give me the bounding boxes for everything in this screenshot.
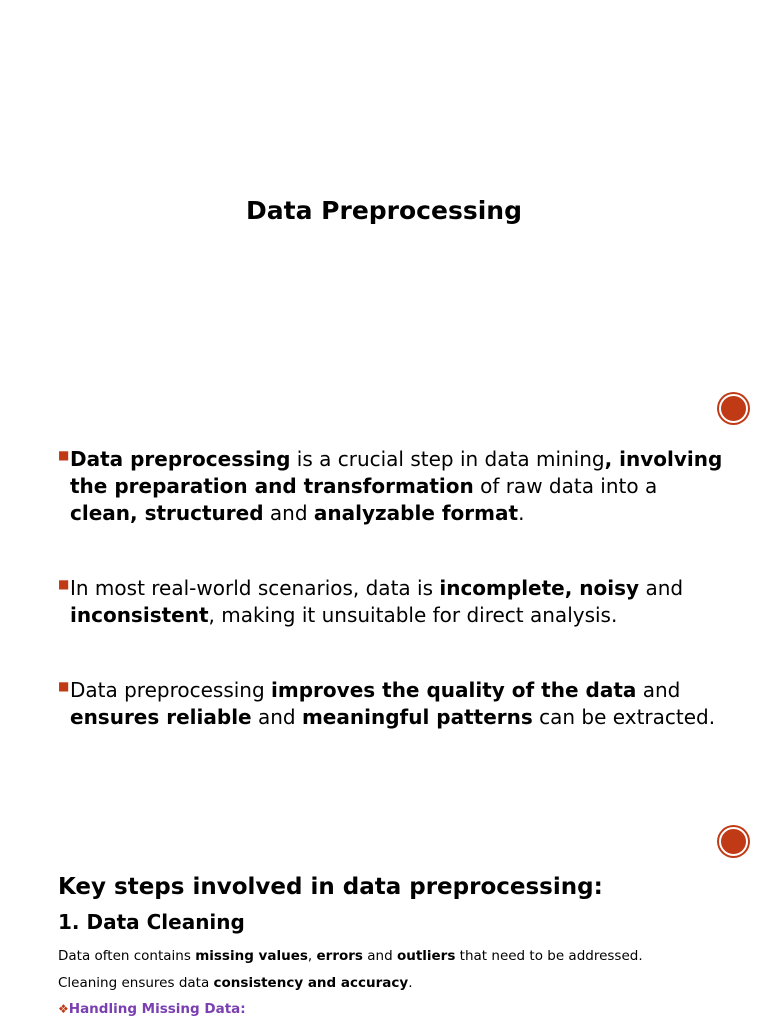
text-run: that need to be addressed. bbox=[455, 948, 643, 964]
slide-title: Data Preprocessing bbox=[246, 196, 522, 225]
bold-text: ensures reliable bbox=[70, 705, 252, 729]
text-run: and bbox=[362, 948, 397, 964]
text-run: can be extracted. bbox=[532, 705, 716, 729]
text-run: . bbox=[518, 501, 525, 525]
bold-text: consistency and accuracy bbox=[213, 975, 409, 991]
bold-text: improves the quality of the data bbox=[271, 678, 637, 702]
sub-bullet-text: Handling Missing Data: bbox=[68, 1001, 246, 1017]
bold-text: analyzable format bbox=[313, 501, 519, 525]
bold-text: outliers bbox=[396, 948, 456, 964]
bold-text: , involving the preparation and transformation bbox=[70, 447, 723, 498]
bold-text: incomplete, noisy bbox=[439, 576, 640, 600]
sub-heading: 1. Data Cleaning bbox=[58, 910, 245, 934]
section-heading: Key steps involved in data preprocessing: bbox=[58, 874, 603, 900]
bold-text: errors bbox=[316, 948, 363, 964]
square-bullet-icon: ■ bbox=[58, 679, 70, 693]
bullet-item-2 bbox=[58, 575, 730, 629]
bold-text: inconsistent bbox=[70, 603, 209, 627]
text-run: Data preprocessing bbox=[70, 678, 272, 702]
text-run: Cleaning ensures data bbox=[58, 975, 214, 991]
text-run: In most real-world scenarios, data is bbox=[70, 576, 440, 600]
text-run: and bbox=[639, 576, 684, 600]
text-run: . bbox=[408, 975, 413, 991]
bullet-item-3 bbox=[58, 677, 730, 731]
text-run: of raw data into a bbox=[473, 474, 658, 498]
text-run: Data often contains bbox=[58, 948, 196, 964]
bold-text: clean, structured bbox=[70, 501, 264, 525]
bold-text: Data preprocessing bbox=[70, 447, 291, 471]
text-run: and bbox=[636, 678, 681, 702]
bold-text: missing values bbox=[195, 948, 308, 964]
bold-text: meaningful patterns bbox=[301, 705, 533, 729]
bullet-text bbox=[70, 447, 722, 525]
paragraph bbox=[58, 948, 643, 964]
text-run: and bbox=[251, 705, 302, 729]
diamond-bullet-icon: ❖ bbox=[58, 1002, 69, 1016]
square-bullet-icon: ■ bbox=[58, 448, 70, 462]
square-bullet-icon: ■ bbox=[58, 577, 70, 591]
bullet-item-1 bbox=[58, 446, 730, 527]
text-run: is a crucial step in data mining bbox=[290, 447, 605, 471]
text-run: and bbox=[263, 501, 314, 525]
circle-decoration-icon bbox=[719, 394, 748, 423]
circle-decoration-icon bbox=[719, 827, 748, 856]
paragraph bbox=[58, 975, 413, 991]
text-run: , making it unsuitable for direct analysis. bbox=[208, 603, 618, 627]
bullet-text bbox=[70, 678, 715, 729]
sub-bullet-item bbox=[58, 1001, 246, 1017]
bullet-text bbox=[70, 576, 683, 627]
text-run: , bbox=[307, 948, 317, 964]
